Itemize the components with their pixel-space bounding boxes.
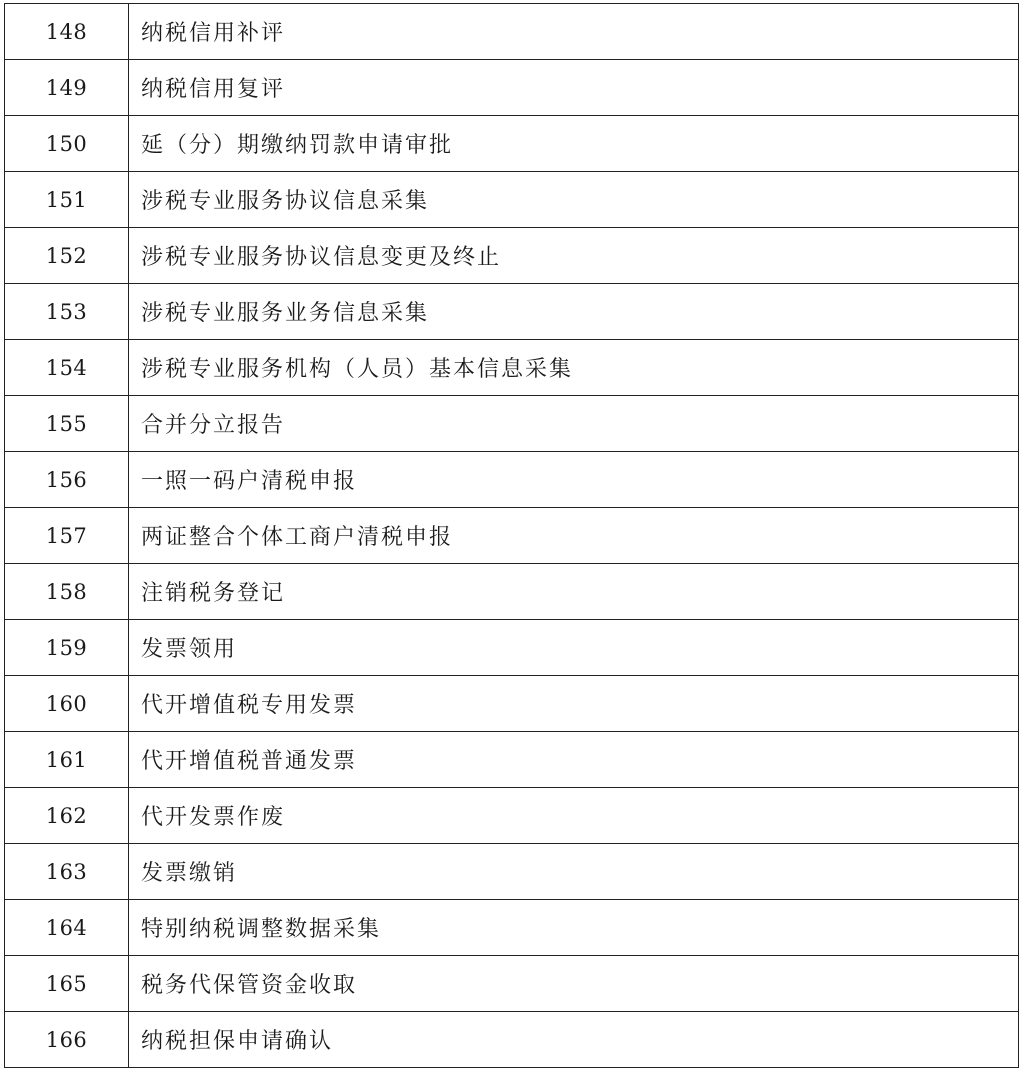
- table-row: [5, 620, 1018, 676]
- service-items-table: [4, 3, 1019, 1068]
- table-row: [5, 676, 1018, 732]
- row-number: 149: [5, 60, 129, 115]
- table-row: [5, 4, 1018, 60]
- row-number: 155: [5, 396, 129, 451]
- row-number: 151: [5, 172, 129, 227]
- table-row: [5, 284, 1018, 340]
- row-number: 162: [5, 788, 129, 843]
- row-number: 164: [5, 900, 129, 955]
- row-number: 166: [5, 1012, 129, 1067]
- item-name: 发票领用: [141, 637, 238, 662]
- row-number: 152: [5, 228, 129, 283]
- item-name: 延（分）期缴纳罚款申请审批: [141, 133, 454, 158]
- item-name: 纳税信用复评: [141, 77, 286, 102]
- row-number: 165: [5, 956, 129, 1011]
- table-row: [5, 508, 1018, 564]
- row-number: 157: [5, 508, 129, 563]
- item-name: 代开增值税普通发票: [141, 749, 358, 774]
- item-name: 涉税专业服务业务信息采集: [141, 301, 430, 326]
- row-number: 160: [5, 676, 129, 731]
- item-name: 注销税务登记: [141, 581, 286, 606]
- table-row: [5, 788, 1018, 844]
- row-number: 161: [5, 732, 129, 787]
- row-number: 148: [5, 4, 129, 59]
- item-name: 代开增值税专用发票: [141, 693, 358, 718]
- item-name: 纳税担保申请确认: [141, 1029, 334, 1054]
- row-number: 153: [5, 284, 129, 339]
- table-row: [5, 172, 1018, 228]
- item-name: 涉税专业服务机构（人员）基本信息采集: [141, 357, 574, 382]
- table-row: [5, 396, 1018, 452]
- row-number: 156: [5, 452, 129, 507]
- row-number: 158: [5, 564, 129, 619]
- row-number: 159: [5, 620, 129, 675]
- table-row: [5, 228, 1018, 284]
- table-row: [5, 340, 1018, 396]
- table-row: [5, 844, 1018, 900]
- table-row: [5, 452, 1018, 508]
- item-name: 合并分立报告: [141, 413, 286, 438]
- table-row: [5, 900, 1018, 956]
- table-row: [5, 1012, 1018, 1068]
- table-row: [5, 60, 1018, 116]
- item-name: 涉税专业服务协议信息采集: [141, 189, 430, 214]
- item-name: 代开发票作废: [141, 805, 286, 830]
- table-row: [5, 956, 1018, 1012]
- item-name: 一照一码户清税申报: [141, 469, 358, 494]
- item-name: 发票缴销: [141, 861, 238, 886]
- item-name: 涉税专业服务协议信息变更及终止: [141, 245, 502, 270]
- item-name: 税务代保管资金收取: [141, 973, 358, 998]
- row-number: 163: [5, 844, 129, 899]
- item-name: 特别纳税调整数据采集: [141, 917, 382, 942]
- item-name: 纳税信用补评: [141, 21, 286, 46]
- row-number: 150: [5, 116, 129, 171]
- item-name: 两证整合个体工商户清税申报: [141, 525, 454, 550]
- table-row: [5, 564, 1018, 620]
- table-row: [5, 116, 1018, 172]
- table-row: [5, 732, 1018, 788]
- row-number: 154: [5, 340, 129, 395]
